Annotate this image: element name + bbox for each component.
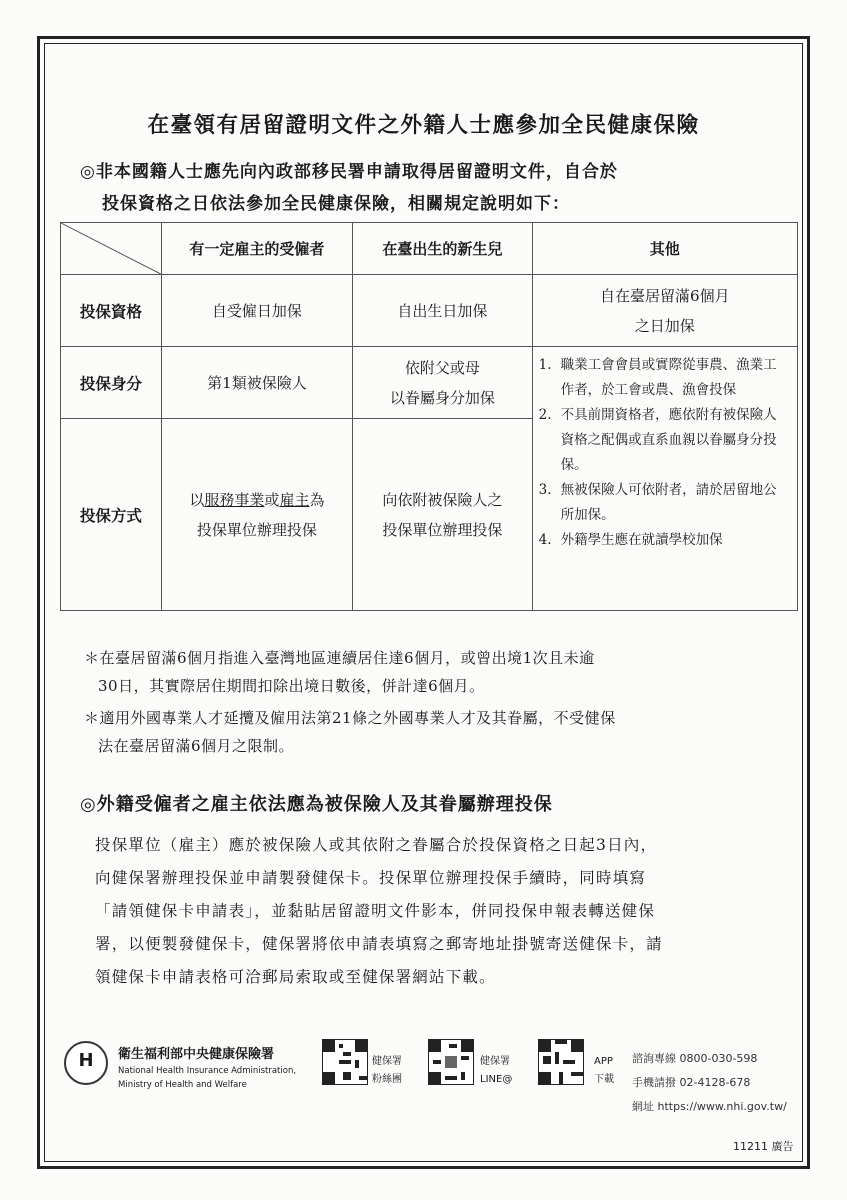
intro-line-2: 投保資格之日依法參加全民健康保險，相關規定說明如下： [102,194,570,214]
section-2-title: ◎外籍受僱者之雇主依法應為被保險人及其眷屬辦理投保 [80,794,553,815]
list-item: 1. 職業工會會員或實際從事農、漁業工作者，於工會或農、漁會投保 [538,357,777,398]
eligibility-other-line-2: 之日加保 [634,316,695,335]
intro-paragraph [80,156,780,220]
note-1: ＊在臺居留滿6個月指進入臺灣地區連續居住達6個月，或曾出境1次且未逾 30日，其實際居住期間扣除出境日數後，併計達6個月。 [84,649,595,695]
status-employee: 第1類被保險人 [161,347,352,419]
method-employee-line-2: 投保單位辦理投保 [196,520,317,539]
list-item: 2. 不具前開資格者，應依附有被保險人資格之配偶或直系血親以眷屬身分投保。 [538,407,777,473]
status-newborn [353,347,532,419]
table-row-eligibility [61,275,798,347]
eligibility-employee: 自受僱日加保 [161,275,352,347]
section-2-paragraph: 投保單位（雇主）應於被保險人或其依附之眷屬合於投保資格之日起3日內， 向健保署辦理投保並申請製發健保卡。投保單位辦理投保手續時，同時填寫 「請領健保卡申請表」，並黏貼居留證明文件影本，併同投保申報表轉送健保 署，以便製發健保卡，健保署將依申請表填寫之郵寄地址掛號寄送健保卡，請 領健保卡申請表格可洽郵局索取或至健保署網站下載。 [95,836,663,986]
intro-line-1: ◎非本國籍人士應先向內政部移民署申請取得居留證明文件，自合於 [80,162,618,182]
website-link[interactable]: 網址 https://www.nhi.gov.tw/ [632,1100,787,1113]
qr-code-icon[interactable] [538,1039,584,1085]
header-employee: 有一定雇主的受僱者 [161,223,352,275]
ad-number: 11211 廣告 [733,1140,794,1153]
diagonal-corner-cell [61,223,162,275]
footer [60,1035,805,1115]
method-newborn-line-2: 投保單位辦理投保 [382,520,503,539]
status-newborn-line-2: 以眷屬身分加保 [389,388,495,407]
row-label-status: 投保身分 [61,347,162,419]
method-employee [161,419,352,611]
nhi-logo-icon: H [64,1041,108,1085]
qr-label-app: APP 下載 [594,1056,614,1085]
eligibility-other-line-1: 自在臺居留滿6個月 [600,286,730,305]
method-employee-line-1: 以服務事業或雇主為 [189,490,325,509]
page-title: 在臺領有居留證明文件之外籍人士應參加全民健康保險 [147,113,700,138]
row-label-eligibility: 投保資格 [61,275,162,347]
qr-label-line: 健保署 LINE@ [480,1056,513,1085]
contact-info [632,1047,787,1119]
status-newborn-line-1: 依附父或母 [404,358,480,377]
other-items-cell [532,347,797,611]
list-item: 4. 外籍學生應在就讀學校加保 [538,532,723,548]
row-label-method: 投保方式 [61,419,162,611]
method-newborn-line-1: 向依附被保險人之 [382,490,503,509]
other-items-list [533,347,797,559]
table-header-row [61,223,798,275]
eligibility-newborn: 自出生日加保 [353,275,532,347]
note-2: ＊適用外國專業人才延攬及僱用法第21條之外國專業人才及其眷屬，不受健保 法在臺居留滿6個月之限制。 [84,709,616,755]
qr-label-fanpage: 健保署 粉絲團 [372,1056,402,1085]
hotline-text: 諮詢專線 0800-030-598 [632,1052,758,1065]
mobile-text: 手機請撥 02-4128-678 [632,1076,751,1089]
eligibility-other [532,275,797,347]
list-item: 3. 無被保險人可依附者，請於居留地公所加保。 [538,482,777,523]
header-newborn: 在臺出生的新生兒 [353,223,532,275]
header-other: 其他 [532,223,797,275]
organization-name: 衛生福利部中央健康保險署 National Health Insurance Administration, Ministry of Health and Welfare [118,1047,297,1090]
insurance-rules-table [60,222,798,611]
table-row-status [61,347,798,419]
qr-code-icon[interactable] [322,1039,368,1085]
method-newborn [353,419,532,611]
qr-code-icon[interactable] [428,1039,474,1085]
